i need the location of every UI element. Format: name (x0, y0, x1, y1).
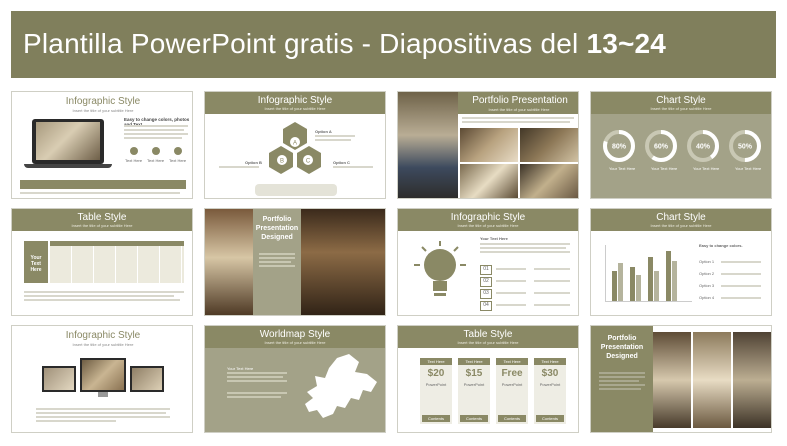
heading: Your Text Here (480, 236, 508, 241)
heading: Easy to change colors. (699, 243, 743, 248)
option-label: Option C (333, 160, 350, 165)
slide-title: Infographic Style (257, 95, 333, 106)
slide-thumbnail[interactable] (11, 91, 193, 199)
book-photo (520, 164, 578, 198)
book-photo (460, 128, 518, 162)
slide-title: Table Style (463, 329, 513, 340)
slide-subtitle: Insert the title of your subtitle Here (457, 340, 519, 345)
book-photo (733, 332, 771, 428)
label: Your Text Here (609, 166, 636, 171)
circle-icon (130, 147, 138, 155)
label: Your Text Here (693, 166, 720, 171)
slide-subtitle: Insert the title of your subtitle Here (488, 107, 550, 112)
slide-title: Infographic Style (450, 212, 526, 223)
bar-chart (605, 245, 692, 302)
tablet-icon (42, 366, 76, 392)
donut-charts (591, 116, 772, 199)
slide-title: Worldmap Style (259, 329, 331, 340)
slide-title: Infographic Style (65, 96, 141, 107)
slide-thumbnail[interactable] (590, 91, 772, 199)
price-column: Text Here $30 PowerPoint Contents (534, 358, 566, 424)
monitor-icon (80, 358, 126, 392)
tablet-icon (130, 366, 164, 392)
number-box: 03 (480, 289, 492, 299)
book-photo (653, 332, 691, 428)
label: Text Here (125, 158, 143, 163)
number-box: 02 (480, 277, 492, 287)
books-photo (205, 209, 253, 316)
slide-title: Chart Style (656, 212, 706, 223)
map-text: Your Text Here (227, 366, 254, 371)
table-grid (50, 241, 184, 283)
hex-letter: A (292, 140, 298, 147)
option-label: Option 4 (699, 295, 715, 300)
label: Text Here (147, 158, 165, 163)
option-label: Option A (315, 129, 332, 134)
slide-thumbnail[interactable] (204, 91, 386, 199)
option-label: Option B (245, 160, 262, 165)
price-column: Text Here $15 PowerPoint Contents (458, 358, 490, 424)
option-label: Option 3 (699, 283, 715, 288)
label: Your Text Here (651, 166, 678, 171)
banner-title: Plantilla PowerPoint gratis - Diapositivas del 13~24 (23, 28, 667, 59)
book-photo (460, 164, 518, 198)
slide-subtitle: Insert the title of your subtitle Here (264, 340, 326, 345)
library-photo (301, 209, 386, 316)
slide-title: Portfolio Presentation Designed (600, 335, 644, 360)
slide-thumbnail[interactable] (397, 208, 579, 316)
slide-subtitle: Insert the title of your subtitle Here (650, 223, 712, 228)
percent-label: 50% (737, 143, 753, 151)
price-column: Text Here $20 PowerPoint Contents (420, 358, 452, 424)
slide-thumbnail[interactable] (590, 325, 772, 433)
option-label: Option 1 (699, 259, 715, 264)
slide-heading: Easy to change colors, photos (124, 117, 190, 122)
book-photo (693, 332, 731, 428)
hex-letter: C (305, 158, 311, 165)
slide-thumbnail[interactable] (590, 208, 772, 316)
book-photo (520, 128, 578, 162)
percent-label: 60% (653, 143, 669, 151)
laptop-icon (32, 119, 104, 164)
slide-thumbnail[interactable] (11, 325, 193, 433)
hex-letter: B (279, 158, 285, 165)
slide-thumbnail[interactable] (204, 208, 386, 316)
label: Text Here (169, 158, 187, 163)
slide-title: Table Style (77, 212, 127, 223)
number-box: 04 (480, 301, 492, 311)
slide-title: Chart Style (656, 95, 706, 106)
percent-label: 80% (611, 143, 627, 151)
banner (11, 11, 776, 78)
circle-icon (174, 147, 182, 155)
slide-subtitle: Insert the title of your subtitle Here (264, 106, 326, 111)
slide-title: Infographic Style (65, 330, 141, 341)
slide-thumbnail[interactable] (397, 91, 579, 199)
number-box: 01 (480, 265, 492, 275)
lightbulb-icon (412, 239, 468, 305)
slide-thumbnail[interactable] (204, 325, 386, 433)
europe-map (297, 352, 383, 430)
table-side-label: Your Text Here (30, 255, 42, 273)
circle-icon (152, 147, 160, 155)
price-column: Text Here Free PowerPoint Contents (496, 358, 528, 424)
slide-subtitle: Insert the title of your subtitle Here (457, 223, 519, 228)
slide-title: Portfolio Presentation Designed (255, 216, 299, 241)
slide-subtitle: Insert the title of your subtitle Here (72, 342, 134, 347)
option-label: Option 2 (699, 271, 715, 276)
slide-title: Portfolio Presentation (472, 95, 568, 106)
percent-label: 40% (695, 143, 711, 151)
slide-subtitle: Insert the title of your subtitle Here (71, 223, 133, 228)
slide-thumbnail[interactable] (397, 325, 579, 433)
slide-thumbnail[interactable] (11, 208, 193, 316)
slide-subtitle: Insert the title of your subtitle Here (72, 108, 134, 113)
portrait-photo (398, 92, 458, 199)
label: Your Text Here (735, 166, 762, 171)
slide-subtitle: Insert the title of your subtitle Here (650, 106, 712, 111)
